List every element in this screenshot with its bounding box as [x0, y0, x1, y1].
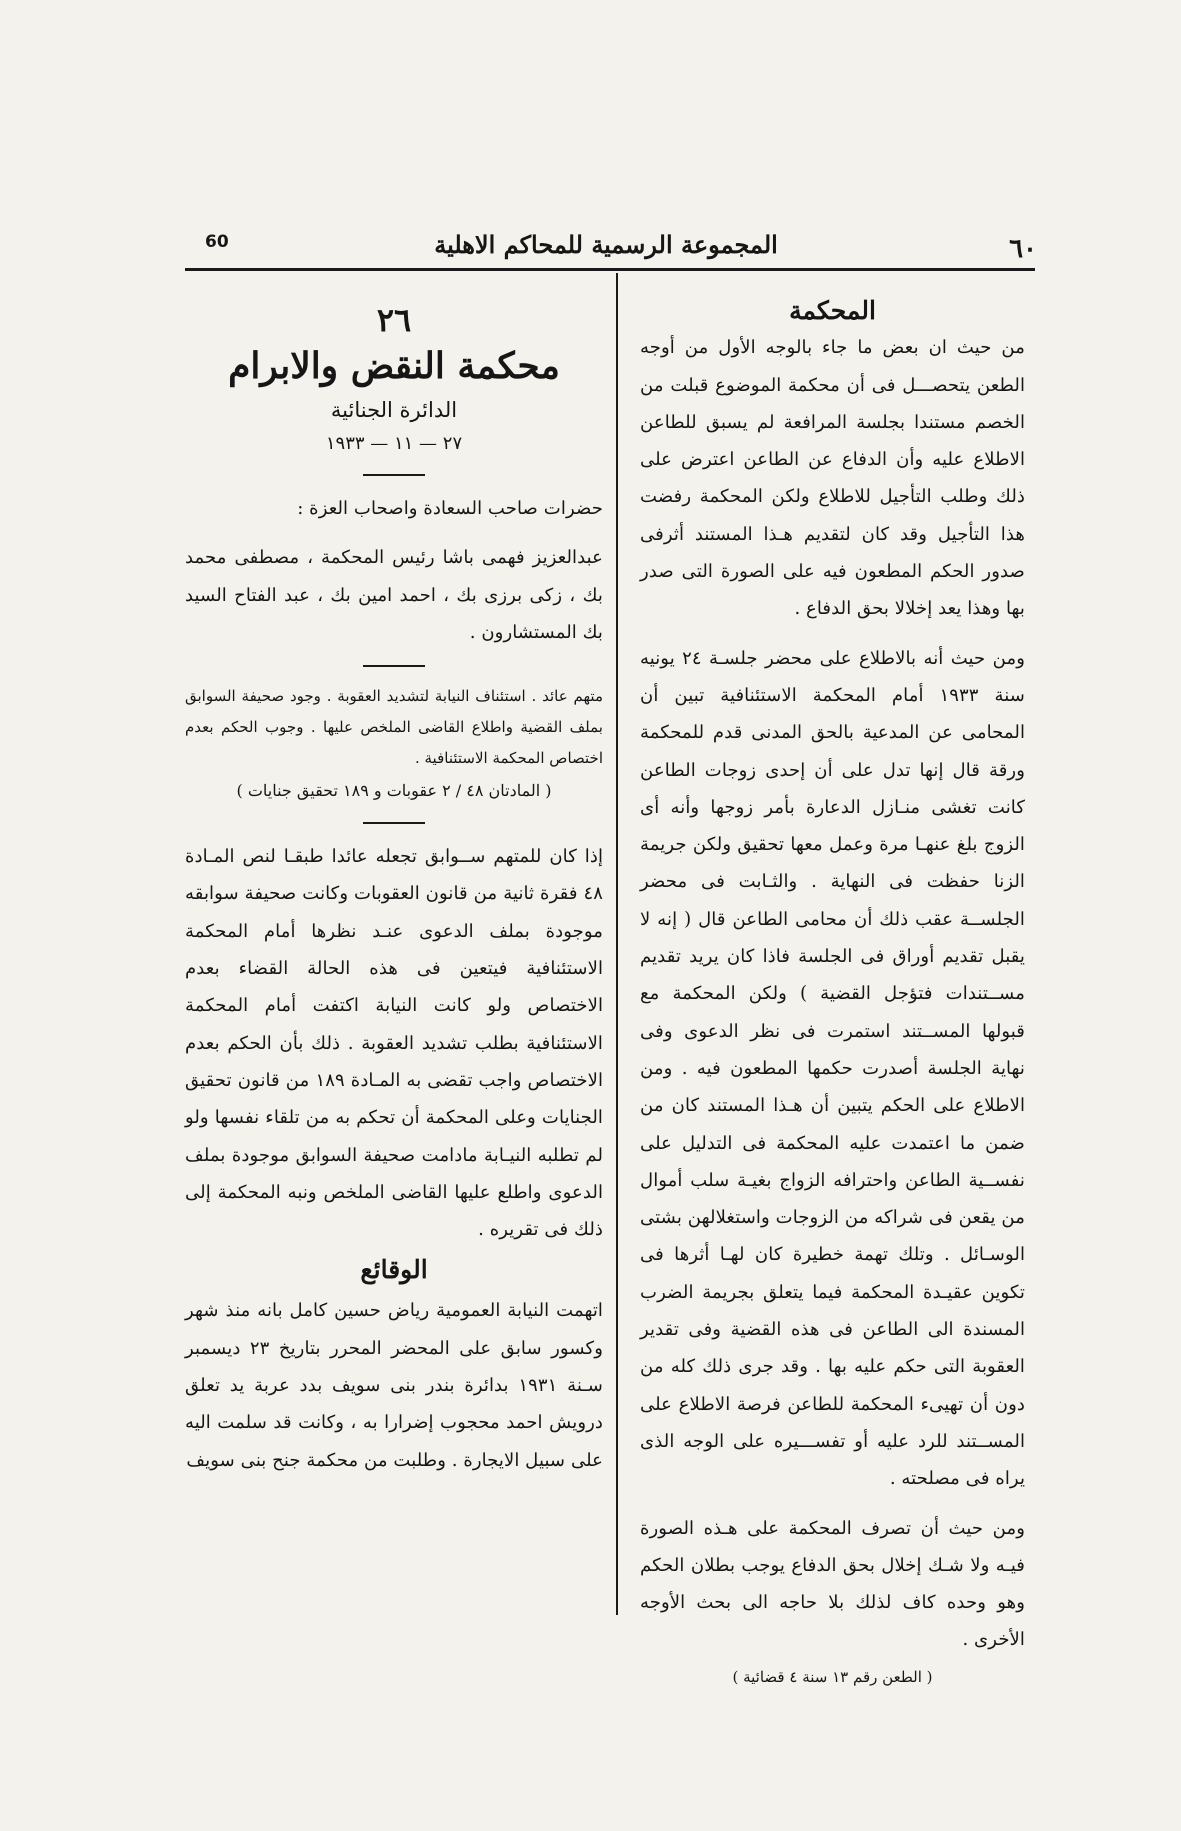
section-rule: [363, 474, 425, 476]
page-header: [175, 228, 1037, 268]
left-column: [185, 300, 603, 1479]
presence-line: حضرات صاحب السعادة واصحاب العزة :: [297, 498, 603, 519]
page-number-arabic: ٦٠: [1009, 234, 1037, 264]
header-rule: [185, 268, 1035, 271]
chamber-name: الدائرة الجنائية: [330, 398, 458, 422]
ruling-reference: ( الطعن رقم ١٣ سنة ٤ قضائية ): [732, 1667, 933, 1686]
right-column: [640, 292, 1025, 1696]
section-rule: [363, 665, 425, 667]
running-title: المجموعة الرسمية للمحاكم الاهلية: [434, 230, 778, 259]
judgment-date: ٢٧ — ١١ — ١٩٣٣: [325, 433, 463, 454]
paragraph: من حيث ان بعض ما جاء بالوجه الأول من أوجه الطعن يتحصـــل فى أن محكمة الموضوع قبلت من الخصم مستندا بجلسة المرافعة لم يسبق للطاعن الاطلاع عليه وأن الدفاع عن الطاعن اعترض على ذلك وطلب التأجيل للاطلاع ولكن المحكمة رفضت هذا التأجيل وقد كان لتقديم هـذا المستند أثرفى صدور الحكم المطعون فيه على الصورة التى صدر بها وهذا يعد إخلالا بحق الدفاع .: [640, 337, 1025, 620]
page-number-latin: 60: [205, 232, 229, 252]
section-rule: [363, 822, 425, 824]
facts-text: اتهمت النيابة العمومية رياض حسين كامل بانه منذ شهر وكسور سابق على المحضر المحرر بتاريخ ٢٣ ديسمبر سـنة ١٩٣١ بدائرة بندر بنى سويف بدد عربة يد تعلق درويش احمد محجوب إضرارا به ، وكانت قد سلمت اليه على سبيل الايجارة . وطلبت من محكمة جنح بنى سويف: [185, 1300, 603, 1471]
column-divider: [616, 273, 618, 1615]
case-number: ٢٦: [376, 301, 412, 339]
legal-principle: إذا كان للمتهم ســوابق تجعله عائدا طبقـا لنص المـادة ٤٨ فقرة ثانية من قانون العقوبات وكانت صحيفة سوابقه موجودة بملف الدعوى عنـد نظرها أمام المحكمة الاستئنافية فيتعين فى هذه الحالة القضاء بعدم الاختصاص ولو كانت النيابة اكتفت أمام المحكمة الاستئنافية بطلب تشديد العقوبة . ذلك بأن الحكم بعدم الاختصاص واجب تقضى به المـادة ١٨٩ من قانون تحقيق الجنايات وعلى المحكمة أن تحكم به من تلقاء نفسها ولو لم تطلبه النيـابة مادامت صحيفة السوابق موجودة بملف الدعوى واطلع عليها القاضى الملخص ونبه المحكمة إلى ذلك فى تقريره .: [185, 846, 603, 1241]
facts-heading: الوقائع: [360, 1255, 428, 1285]
court-name: محكمة النقض والابرام: [228, 345, 560, 387]
paragraph: ومن حيث أنه بالاطلاع على محضر جلسـة ٢٤ يونيه سنة ١٩٣٣ أمام المحكمة الاستئنافية تبين أن المحامى عن المدعية بالحق المدنى قدم للمحكمة ورقة قال إنها تدل على أن إحدى زوجات الطاعن كانت تغشى منـازل الدعارة بأمر زوجها وأنه أى الزوج بلغ عنهـا مرة وعمل معها تحقيق ولكن جريمة الزنا حفظت فى النهاية . والثـابت فى محضر الجلســة عقب ذلك أن محامى الطاعن قال ( إنه لا يقبل تقديم أوراق فى الجلسة فاذا كان يريد تقديم مســتندات فتؤجل القضية ) ولكن المحكمة مع قبولها المســتند استمرت فى نظر الدعوى وفى نهاية الجلسة أصدرت حكمها المطعون فيه . ومن الاطلاع على الحكم يتبين أن هـذا المستند كان من ضمن ما اعتمدت عليه المحكمة فى التدليل على نفســية الطاعن واحترافه الزواج بغيـة سلب أموال من يقعن فى شراكه من الزوجات واستغلالهن بشتى الوسـائل . وتلك تهمة خطيرة كان لهـا أثرها فى تكوين عقيـدة المحكمة فيما يتعلق بجريمة الضرب المسندة الى الطاعن فى هذه القضية وفى تقدير العقوبة التى حكم عليه بها . وقد جرى ذلك كله من دون أن تهيىء المحكمة للطاعن فرصة الاطلاع على المســتند للرد عليه أو تفســـيره على الوجه الذى يراه فى مصلحته .: [640, 647, 1026, 1490]
court-section-heading: المحكمة: [789, 296, 876, 325]
articles-reference: ( المادتان ٤٨ / ٢ عقوبات و ١٨٩ تحقيق جنايات ): [236, 781, 552, 801]
judges-list: عبدالعزيز فهمى باشا رئيس المحكمة ، مصطفى محمد بك ، زكى برزى بك ، احمد امين بك ، عبد الفتاح السيد بك المستشارون .: [185, 547, 603, 643]
paragraph: ومن حيث أن تصرف المحكمة على هـذه الصورة فيـه ولا شـك إخلال بحق الدفاع يوجب بطلان الحكم وهو وحده كاف لذلك بلا حاجه الى بحث الأوجه الأخرى .: [640, 1517, 1025, 1651]
case-summary: متهم عائد . استئناف النيابة لتشديد العقوبة . وجود صحيفة السوابق بملف القضية واطلاع القاضى الملخص عليها . وجوب الحكم بعدم اختصاص المحكمة الاستئنافية .: [185, 687, 603, 768]
